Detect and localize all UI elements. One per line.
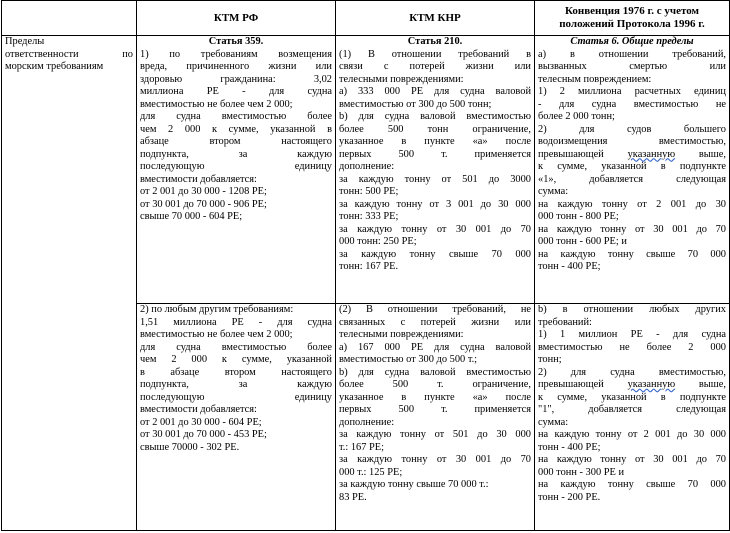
text-line: за каждую тонну от 3 001 до 30 000 <box>339 198 531 210</box>
text-line: 000 тонн - 300 РЕ и <box>538 466 625 478</box>
header-ktm-rf: КТМ РФ <box>137 1 336 36</box>
text-line: на каждую тонну от 30 001 до 70 <box>538 223 726 235</box>
text-line: более 500 тонн ограничение, <box>339 123 531 135</box>
text-line: превышающей указанную выше, <box>538 379 727 390</box>
text-line: за каждую тонну свыше 70 000 т.: <box>339 479 489 490</box>
text-line: на каждую тонну от 2 001 до 30 000 <box>538 429 726 440</box>
text-line: тонн - 400 РЕ; <box>538 261 601 272</box>
text-line: b) для судна валовой вместимостью <box>339 111 531 122</box>
text-line: 1,51 миллиона РЕ - для судна <box>140 316 332 328</box>
convention-cell-2 <box>535 304 730 531</box>
text-line: для судна вместимостью более <box>140 341 332 353</box>
text-line: чем 2 000 к сумме, указанной в <box>140 123 332 135</box>
text-line: телесным повреждением: <box>538 73 652 85</box>
text-line: вызванных смертью или <box>538 61 726 72</box>
text-line: связи с потерей жизни или <box>339 61 531 72</box>
text-line: т.: 167 РЕ; <box>339 441 385 453</box>
text-line: подпункта, за каждую <box>140 148 332 160</box>
text-line: (1) В отношении требований в <box>339 48 531 60</box>
text-line: последующую единицу <box>140 391 332 403</box>
text-line: к сумме, указанной в подпункте <box>538 161 726 172</box>
text-line: в абзаце втором настоящего <box>140 366 332 378</box>
text-line: от 30 001 до 70 000 - 453 РЕ; <box>140 429 267 440</box>
ktm-rf-part1 <box>140 49 332 224</box>
text-line: за каждую тонну от 501 до 30 000 <box>339 429 531 440</box>
text-line: вреда, причиненного жизни или <box>140 61 332 72</box>
text-line: 1) 1 миллион РЕ - для судна <box>538 329 726 340</box>
text-line: вместимостью от 300 до 500 тонн; <box>339 98 492 110</box>
row-label <box>2 36 137 531</box>
text-line: указанное в пункте «а» после <box>339 391 531 403</box>
text-line: 000 тонн: 250 РЕ; <box>339 236 417 247</box>
header-empty <box>2 1 137 36</box>
text-line: водоизмещения вместимостью, <box>538 136 726 147</box>
text-line: на каждую тонну свыше 70 000 <box>538 248 726 260</box>
text-line: сумма: <box>538 186 569 197</box>
convention-article-title: Статья 6. Общие пределы <box>570 36 694 47</box>
text-line: требований: <box>538 316 592 328</box>
text-line: вместимостью не более чем 2 000; <box>140 329 293 340</box>
text-line: «1», добавляется следующая <box>538 173 726 185</box>
ktm-rf-cell-2 <box>137 304 336 531</box>
ktm-knr-cell-1 <box>336 36 535 304</box>
text-line: подпункта, за каждую <box>140 379 332 390</box>
text-line: свыше 70 000 - 604 РЕ; <box>140 211 243 222</box>
text-line: "1", добавляется следующая <box>538 404 726 415</box>
ktm-knr-cell-2 <box>336 304 535 531</box>
text-line: 000 тонн - 600 РЕ; и <box>538 236 627 247</box>
text-line: вместимости добавляется: <box>140 404 257 415</box>
text-line: вместимостью от 300 до 500 т.; <box>339 354 478 365</box>
header-ktm-knr: КТМ КНР <box>336 1 535 36</box>
text-line: (2) В отношении требований, не <box>339 304 531 315</box>
text-line: более 500 т. ограничение, <box>339 379 531 390</box>
text-line: вместимостью не более чем 2 000; <box>140 98 293 110</box>
convention-cell-1 <box>535 36 730 304</box>
text-line: за каждую тонну от 30 001 до 70 <box>339 454 531 465</box>
text-line: связанных с потерей жизни или <box>339 316 531 328</box>
row-label-line: морским требованиям <box>5 61 104 72</box>
ktm-rf-cell-1 <box>137 36 336 304</box>
text-line: тонн - 400 РЕ; <box>538 441 601 453</box>
text-line: указанное в пункте «а» после <box>339 136 531 147</box>
text-line: первых 500 т. применяется <box>339 404 531 415</box>
text-line: для судна вместимостью более <box>140 111 332 122</box>
convention-part1 <box>538 49 726 274</box>
text-line: тонн: 500 РЕ; <box>339 186 399 197</box>
ktm-rf-part2 <box>140 304 332 454</box>
text-line: 2) по любым другим требованиям: <box>140 304 294 315</box>
text-line: на каждую тонну от 30 001 до 70 <box>538 454 726 465</box>
row-label-line: Пределы <box>5 36 45 47</box>
ktm-rf-article-title: Статья 359. <box>208 36 264 47</box>
text-line: здоровью гражданина: 3,02 <box>140 73 332 85</box>
text-line: к сумме, указанной в подпункте <box>538 391 726 403</box>
text-line: абзаце втором настоящего <box>140 136 332 147</box>
text-line: a) в отношении требований, <box>538 48 726 60</box>
text-line: первых 500 т. применяется <box>339 148 531 160</box>
text-line: чем 2 000 к сумме, указанной <box>140 354 332 365</box>
header-convention-1976: Конвенция 1976 г. с учетом положений Протокола 1996 г. <box>535 1 730 36</box>
text-line: от 30 001 до 70 000 - 906 РЕ; <box>140 198 267 210</box>
text-line: 2) для судна вместимостью, <box>538 366 726 378</box>
text-line: вместимости добавляется: <box>140 173 257 185</box>
ktm-knr-part1 <box>339 49 531 274</box>
text-line: 1) по требованиям возмещения <box>140 48 332 60</box>
header-row <box>2 1 730 36</box>
text-line: свыше 70000 - 302 РЕ. <box>140 441 240 453</box>
convention-part2 <box>538 304 726 504</box>
text-line: телесными повреждениями: <box>339 329 464 340</box>
content-row <box>2 36 730 304</box>
text-line: миллиона РЕ - для судна <box>140 86 332 97</box>
text-line: на каждую тонну от 2 001 до 30 <box>538 198 726 210</box>
text-line: тонн - 200 РЕ. <box>538 491 601 503</box>
text-line: телесными повреждениями: <box>339 73 464 85</box>
text-line: a) 167 000 РЕ для судна валовой <box>339 341 531 353</box>
text-line: тонн: 333 РЕ; <box>339 211 399 222</box>
text-line: 83 РЕ. <box>339 491 367 503</box>
text-line: 000 тонн - 800 РЕ; <box>538 211 619 222</box>
text-line: на каждую тонну свыше 70 000 <box>538 479 726 490</box>
ktm-knr-article-title: Статья 210. <box>407 36 463 47</box>
text-line: за каждую тонну свыше 70 000 <box>339 248 531 260</box>
text-line: более 2 000 тонн; <box>538 111 615 122</box>
text-line: 000 т.: 125 РЕ; <box>339 466 403 478</box>
text-line: дополнение: <box>339 416 395 428</box>
text-line: последующую единицу <box>140 161 332 172</box>
text-line: 2) для судов большего <box>538 123 726 135</box>
comparison-table <box>1 0 730 531</box>
text-line: 1) 2 миллиона расчетных единиц <box>538 86 726 97</box>
text-line: сумма: <box>538 416 569 428</box>
text-line: от 2 001 до 30 000 - 604 РЕ; <box>140 416 262 428</box>
text-line: b) для судна валовой вместимостью <box>339 366 531 378</box>
ktm-knr-part2 <box>339 304 531 504</box>
text-line: тонн: 167 РЕ. <box>339 261 399 272</box>
text-line: a) 333 000 РЕ для судна валовой <box>339 86 531 97</box>
text-line: - для судна вместимостью не <box>538 98 726 110</box>
row-label-line: ответственности по <box>5 48 133 60</box>
text-line: превышающей указанную выше, <box>538 148 727 160</box>
text-line: b) в отношении любых других <box>538 304 726 315</box>
text-line: от 2 001 до 30 000 - 1208 РЕ; <box>140 186 267 197</box>
text-line: тонн; <box>538 354 562 365</box>
text-line: за каждую тонну от 30 001 до 70 <box>339 223 531 235</box>
text-line: за каждую тонну от 501 до 3000 <box>339 173 531 185</box>
text-line: вместимостью не более 2 000 <box>538 341 726 353</box>
text-line: дополнение: <box>339 161 395 172</box>
